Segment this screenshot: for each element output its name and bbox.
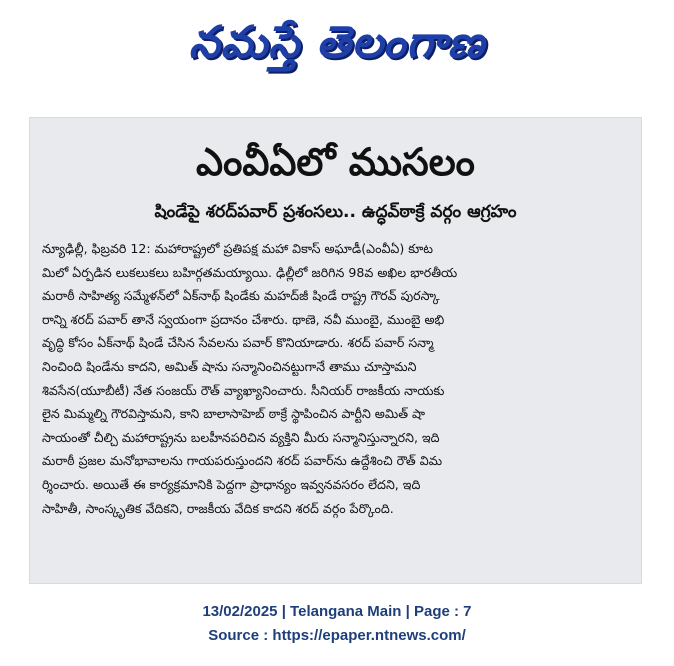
body-line: శివసేన(యూబీటీ) నేత సంజయ్‌ రౌత్‌ వ్యాఖ్యానించారు. సీనియర్‌ రాజకీయ నాయకు — [42, 382, 445, 398]
news-clipping — [29, 117, 642, 584]
footer-date-page: 13/02/2025 | Telangana Main | Page : 7 — [202, 603, 472, 620]
footer-source: Source : https://epaper.ntnews.com/ — [208, 627, 466, 644]
body-line: వృద్ధి కోసం ఏక్‌నాథ్‌ షిండే చేసిన సేవలను పవార్‌ కొనియాడారు. శరద్‌ పవార్‌ సన్మా — [42, 335, 434, 351]
body-line: మరాఠీ ప్రజల మనోభావాలను గాయపరుస్తుందని శరద్‌ పవార్‌ను ఉద్దేశించి రౌత్‌ విమ — [42, 453, 443, 469]
body-line: నించింది షిండేను కాదని, అమిత్‌ షాను సన్మానించినట్టుగానే తాము చూస్తామని — [42, 358, 417, 374]
body-line: సాయంతో చీల్చి మహారాష్ట్రను బలహీనపరిచిన వ్యక్తిని మీరు సన్మానిస్తున్నారని, ఇది — [42, 429, 440, 445]
body-line: ర్శించారు. అయితే ఈ కార్యక్రమానికి పెద్దగా ప్రాధాన్యం ఇవ్వనవసరం లేదని, ఇది — [42, 476, 421, 492]
body-line: న్యూఢిల్లీ, ఫిబ్రవరి 12: మహారాష్ట్రలో ప్రతిపక్ష మహా వికాస్‌ అఘాడీ(ఎంవీఏ) కూట — [42, 241, 434, 256]
body-line: రాన్ని శరద్‌ పవార్‌ తానే స్వయంగా ప్రదానం చేశారు. థాణె, నవీ ముంబై, ముంబై అభి — [42, 311, 445, 327]
article-body — [42, 237, 626, 520]
newspaper-logo: నమస్తే తెలంగాణ — [188, 17, 486, 68]
body-line: మరాఠీ సాహిత్య సమ్మేళన్‌లో ఏక్‌నాథ్‌ షిండేకు మహద్‌జీ షిండే రాష్ట్ర గౌరవ్‌ పురస్కా — [42, 288, 440, 304]
body-line: లైన మిమ్మల్ని గౌరవిస్తామని, కాని బాలాసాహెబ్‌ ఠాక్రే స్థాపించిన పార్టీని అమిత్‌ షా — [42, 406, 425, 422]
body-line: మిలో ఏర్పడిన లుకలుకలు బహిర్గతమయ్యాయి. ఢిల్లీలో జరిగిన 98వ అఖిల భారతీయ — [42, 264, 458, 280]
article-headline: ఎంవీఏలో ముసలం — [196, 140, 475, 184]
article-subheadline: షిండేపై శరద్‌పవార్‌ ప్రశంసలు.. ఉద్ధవ్‌ఠాక్రే వర్గం ఆగ్రహం — [154, 202, 517, 222]
body-line: సాహితీ, సాంస్కృతిక వేదికని, రాజకీయ వేదిక కాదని శరద్‌ వర్గం పేర్కొంది. — [42, 500, 394, 516]
masthead — [0, 0, 674, 100]
